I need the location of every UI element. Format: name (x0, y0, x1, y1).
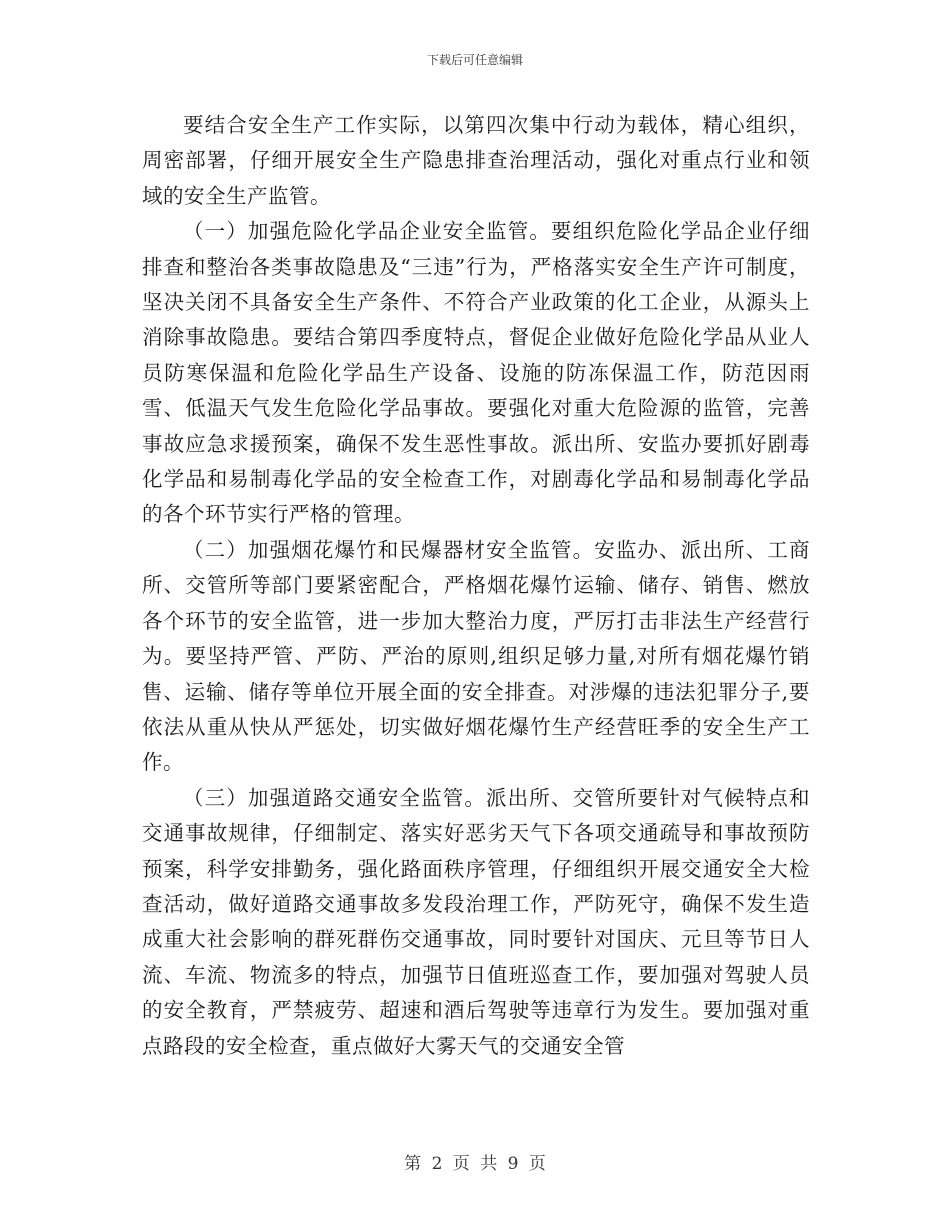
document-body (142, 108, 810, 1064)
paragraph-hazardous-chemicals: （一）加强危险化学品企业安全监管。要组织危险化学品企业仔细排查和整治各类事故隐患及“三违”行为，严格落实安全生产许可制度，坚决关闭不具备安全生产条件、不符合产业政策的化工企业，从源头上消除事故隐患。要结合第四季度特点，督促企业做好危险化学品从业人员防寒保温和危险化学品生产设备、设施的防冻保温工作，防范因雨雪、低温天气发生危险化学品事故。要强化对重大危险源的监管，完善事故应急求援预案，确保不发生恶性事故。派出所、安监办要抓好剧毒化学品和易制毒化学品的安全检查工作，对剧毒化学品和易制毒化学品的各个环节实行严格的管理。 (142, 219, 810, 527)
paragraph-intro: 要结合安全生产工作实际，以第四次集中行动为载体，精心组织，周密部署，仔细开展安全生产隐患排查治理活动，强化对重点行业和领域的安全生产监管。 (142, 113, 810, 208)
page-number-footer: 第 2 页 共 9 页 (404, 1154, 546, 1174)
page-header-note: 下载后可任意编辑 (426, 53, 523, 67)
paragraph-road-traffic: （三）加强道路交通安全监管。派出所、交管所要针对气候特点和交通事故规律，仔细制定、落实好恶劣天气下各项交通疏导和事故预防预案，科学安排勤务，强化路面秩序管理，仔细组织开展交通安全大检查活动，做好道路交通事故多发段治理工作，严防死守，确保不发生造成重大社会影响的群死群伤交通事故，同时要针对国庆、元旦等节日人流、车流、物流多的特点，加强节日值班巡查工作，要加强对驾驶人员的安全教育，严禁疲劳、超速和酒后驾驶等违章行为发生。要加强对重点路段的安全检查，重点做好大雾天气的交通安全管 (142, 785, 810, 1058)
paragraph-fireworks: （二）加强烟花爆竹和民爆器材安全监管。安监办、派出所、工商所、交管所等部门要紧密配合，严格烟花爆竹运输、储存、销售、燃放各个环节的安全监管，进一步加大整治力度，严厉打击非法生产经营行为。要坚持严管、严防、严治的原则,组织足够力量,对所有烟花爆竹销售、运输、储存等单位开展全面的安全排查。对涉爆的违法犯罪分子,要依法从重从快从严惩处，切实做好烟花爆竹生产经营旺季的安全生产工作。 (142, 537, 810, 775)
